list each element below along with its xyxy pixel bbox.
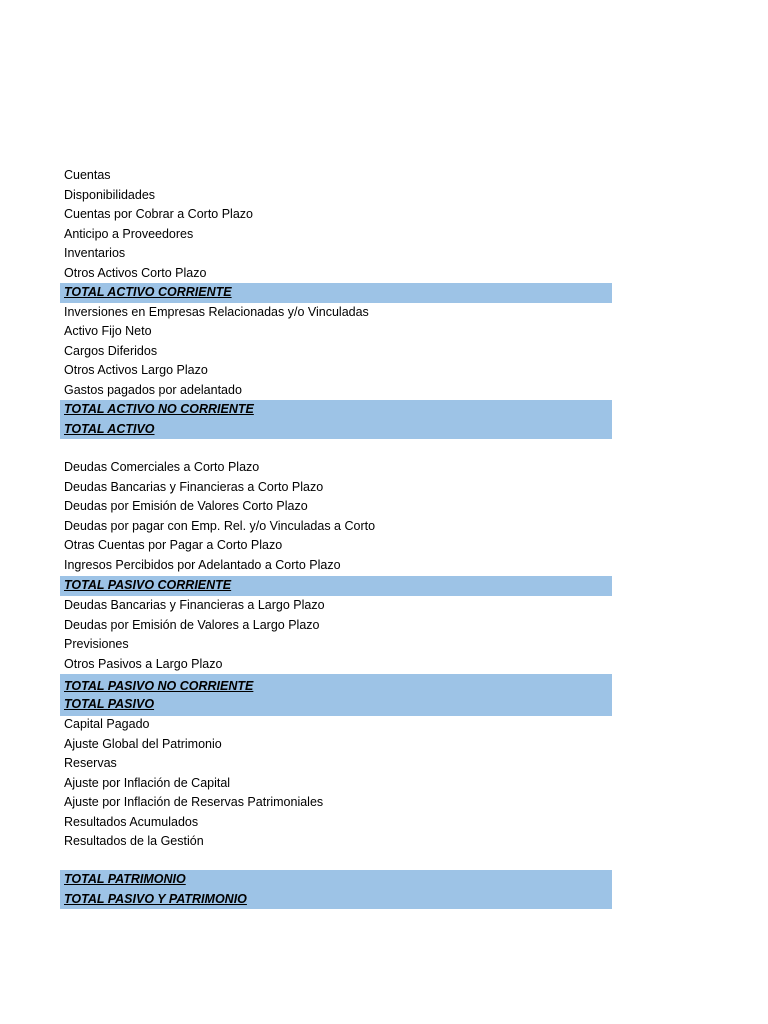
row-total-pasivo-no-corriente: TOTAL PASIVO NO CORRIENTE <box>60 674 612 695</box>
row-resultados-gestion: Resultados de la Gestión <box>64 834 204 848</box>
row-ajuste-global: Ajuste Global del Patrimonio <box>64 736 222 751</box>
row-deudas-emision-largo: Deudas por Emisión de Valores a Largo Plazo <box>64 617 320 632</box>
row-cuentas: Cuentas <box>64 168 111 182</box>
row-total-activo-no-corriente: TOTAL ACTIVO NO CORRIENTE <box>60 400 612 420</box>
row-cuentas-por-cobrar: Cuentas por Cobrar a Corto Plazo <box>64 207 253 221</box>
row-deudas-emision-corto: Deudas por Emisión de Valores Corto Plazo <box>64 499 308 513</box>
row-total-patrimonio: TOTAL PATRIMONIO <box>60 870 612 890</box>
row-disponibilidades: Disponibilidades <box>64 187 156 202</box>
row-otros-activos-corto: Otros Activos Corto Plazo <box>64 265 207 280</box>
row-deudas-bancarias-corto: Deudas Bancarias y Financieras a Corto Plazo <box>64 479 324 494</box>
row-otras-cuentas-pagar: Otras Cuentas por Pagar a Corto Plazo <box>64 538 283 552</box>
row-total-pasivo-patrimonio: TOTAL PASIVO Y PATRIMONIO <box>60 890 612 910</box>
row-deudas-vinculadas: Deudas por pagar con Emp. Rel. y/o Vinculadas a Corto <box>64 518 376 533</box>
row-ajuste-capital: Ajuste por Inflación de Capital <box>64 775 231 790</box>
row-total-pasivo: TOTAL PASIVO <box>60 695 612 716</box>
row-gastos-pagados: Gastos pagados por adelantado <box>64 382 242 397</box>
row-inventarios: Inventarios <box>64 246 126 260</box>
row-total-activo: TOTAL ACTIVO <box>60 420 612 440</box>
row-cargos-diferidos: Cargos Diferidos <box>64 343 158 358</box>
row-anticipo-proveedores: Anticipo a Proveedores <box>64 226 194 241</box>
row-total-activo-corriente: TOTAL ACTIVO CORRIENTE <box>60 283 612 303</box>
row-otros-activos-largo: Otros Activos Largo Plazo <box>64 363 208 377</box>
row-previsiones: Previsiones <box>64 637 129 651</box>
row-deudas-comerciales: Deudas Comerciales a Corto Plazo <box>64 460 260 474</box>
row-reservas: Reservas <box>64 756 117 770</box>
row-inversiones: Inversiones en Empresas Relacionadas y/o Vinculadas <box>64 304 369 319</box>
row-capital-pagado: Capital Pagado <box>64 717 150 731</box>
row-ingresos-percibidos: Ingresos Percibidos por Adelantado a Corto Plazo <box>64 557 341 572</box>
row-deudas-bancarias-largo: Deudas Bancarias y Financieras a Largo Plazo <box>64 598 325 612</box>
row-total-pasivo-corriente: TOTAL PASIVO CORRIENTE <box>60 576 612 596</box>
row-otros-pasivos-largo: Otros Pasivos a Largo Plazo <box>64 656 223 671</box>
row-resultados-acumulados: Resultados Acumulados <box>64 814 199 829</box>
row-ajuste-reservas: Ajuste por Inflación de Reservas Patrimoniales <box>64 795 324 809</box>
row-activo-fijo-neto: Activo Fijo Neto <box>64 324 152 338</box>
